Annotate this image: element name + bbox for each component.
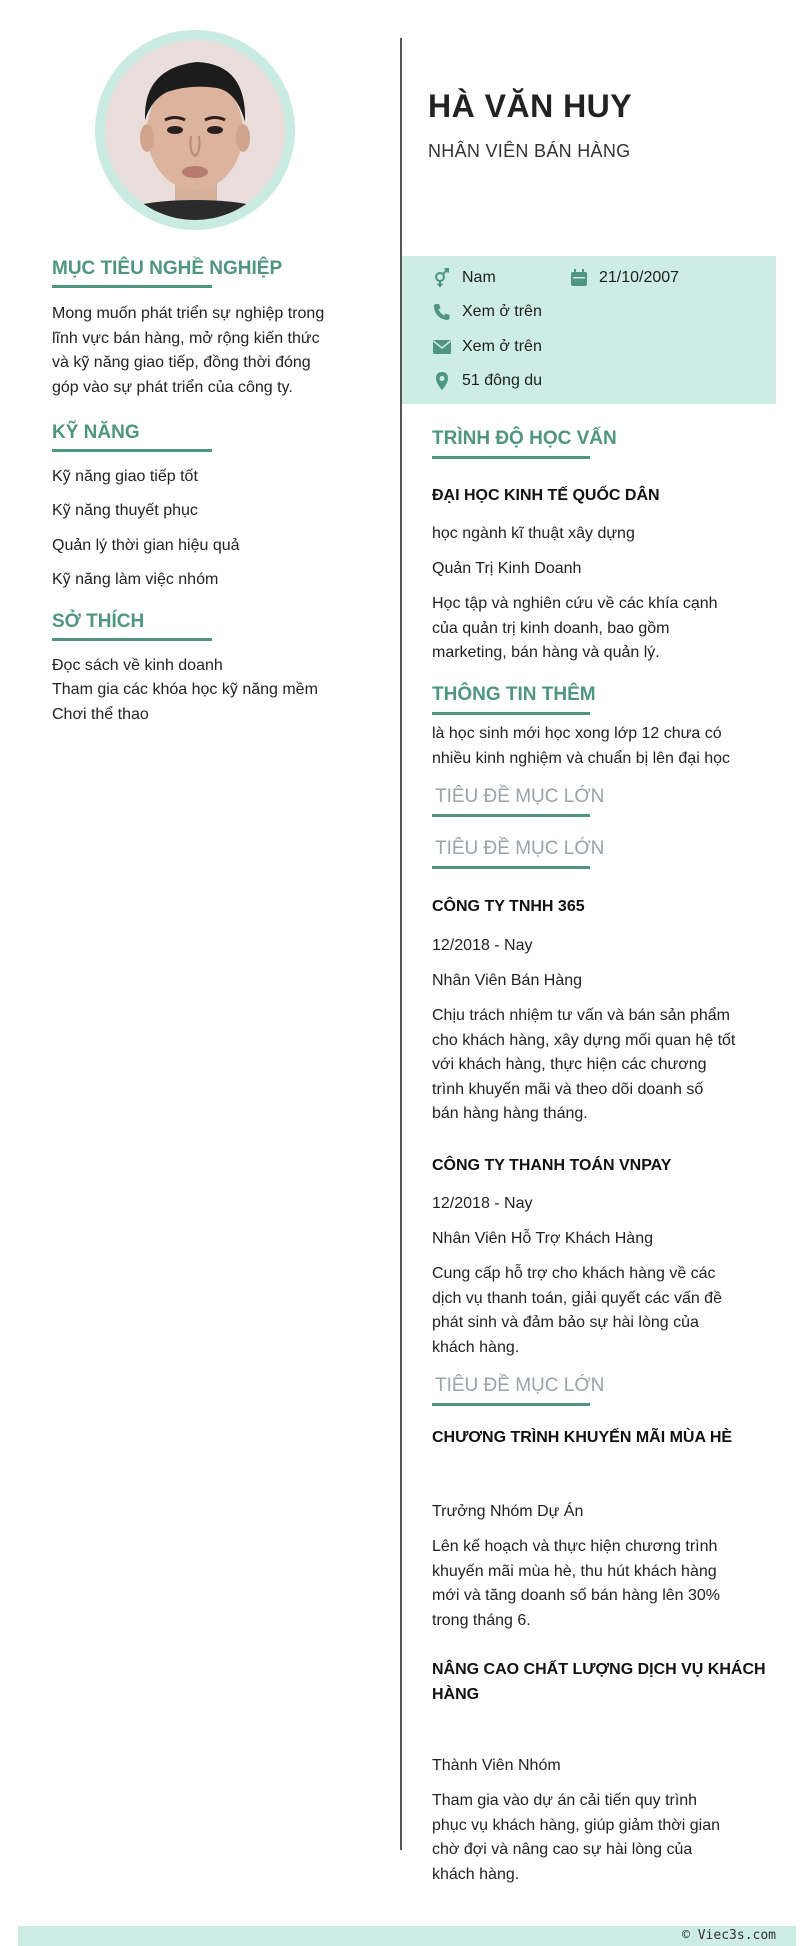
extra-info-text [432,722,772,771]
education-desc-line: của quản trị kinh doanh, bao gồm [432,619,670,637]
experience-desc-line: dịch vụ thanh toán, giải quyết các vấn đề [432,1289,722,1307]
objective-line: lĩnh vực bán hàng, mở rộng kiến thức [52,329,320,347]
email-value: Xem ở trên [462,338,542,355]
experience-desc-line: Chịu trách nhiệm tư vấn và bán sản phẩm [432,1007,730,1024]
extra-info-line: nhiều kinh nghiệm và chuẩn bị lên đại học [432,749,730,767]
project-desc-line: Lên kế hoạch và thực hiện chương trình [432,1538,718,1555]
placeholder-title-rule [432,1403,590,1406]
project-desc-line: khách hàng. [432,1865,520,1883]
skills-title-text: KỸ NĂNG [52,422,140,443]
objective-title-text: MỤC TIÊU NGHỀ NGHIỆP [52,258,283,279]
project-name-line: HÀNG [432,1685,480,1703]
experience-description [432,1262,777,1360]
experience-desc-line: Cung cấp hỗ trợ cho khách hàng về các [432,1265,716,1282]
birthday-value: 21/10/2007 [599,269,680,286]
project-description [432,1789,777,1887]
objective-title [52,258,282,280]
experience-position: Nhân Viên Hỗ Trợ Khách Hàng [432,1230,653,1247]
objective-title-rule [52,285,212,288]
project-desc-line: mới và tăng doanh số bán hàng lên 30% [432,1587,721,1604]
project-name [432,1658,766,1707]
skills-title [52,422,140,444]
phone-value: Xem ở trên [462,303,542,320]
objective-text [52,302,352,400]
address-value: 51 đông du [462,372,543,389]
experience-desc-line: phát sinh và đảm bảo sự hài lòng của [432,1314,699,1331]
project-description [432,1535,777,1633]
skills-title-rule [52,449,212,452]
education-major: học ngành kĩ thuật xây dựng [432,525,635,542]
project-desc-line: trong tháng 6. [432,1611,531,1629]
extra-info-line: là học sinh mới học xong lớp 12 chưa có [432,725,722,742]
gender-value: Nam [462,269,496,286]
placeholder-title-rule [432,814,590,817]
hobby-item: Đọc sách về kinh doanh [52,657,223,674]
experience-desc-line: cho khách hàng, xây dựng mối quan hệ tốt [432,1031,736,1049]
contact-gender [432,268,496,288]
education-school: ĐẠI HỌC KINH TẾ QUỐC DÂN [432,487,660,504]
experience-period: 12/2018 - Nay [432,1195,533,1212]
project-desc-line: chờ đợi và nâng cao sự hài lòng của [432,1841,693,1858]
project-desc-line: Tham gia vào dự án cải tiến quy trình [432,1792,698,1809]
education-description [432,592,772,666]
placeholder-section-title [432,1375,604,1397]
skill-item: Quản lý thời gian hiệu quả [52,537,240,554]
envelope-icon [432,337,452,357]
contact-address [432,371,542,391]
education-title-rule [432,456,590,459]
skill-item: Kỹ năng giao tiếp tốt [52,468,198,485]
placeholder-section-title [432,786,604,808]
extra-info-title-rule [432,712,590,715]
project-role: Thành Viên Nhóm [432,1757,561,1774]
avatar [105,40,285,220]
objective-line: góp vào sự phát triển của công ty. [52,378,293,396]
experience-desc-line: bán hàng hàng tháng. [432,1105,588,1122]
placeholder-title-text: TIÊU ĐỀ MỤC LỚN [435,838,605,859]
hobbies-title-text: SỞ THÍCH [52,611,145,632]
experience-desc-line: với khách hàng, thực hiện các chương [432,1056,707,1073]
education-title [432,428,617,450]
placeholder-title-text: TIÊU ĐỀ MỤC LỚN [435,1375,605,1396]
gender-icon [432,268,452,288]
project-desc-line: khuyến mãi mùa hè, thu hút khách hàng [432,1562,717,1580]
hobby-item: Chơi thể thao [52,706,149,723]
hobby-item: Tham gia các khóa học kỹ năng mềm [52,681,318,698]
education-title-text: TRÌNH ĐỘ HỌC VẤN [432,428,617,449]
job-title: NHÂN VIÊN BÁN HÀNG [428,141,631,161]
contact-birthday [569,268,679,288]
experience-desc-line: khách hàng. [432,1338,520,1356]
contact-email [432,337,542,357]
experience-company: CÔNG TY TNHH 365 [432,898,585,915]
placeholder-title-rule [432,866,590,869]
project-name-line: CHƯƠNG TRÌNH KHUYẾN MÃI MÙA HÈ [432,1429,733,1446]
footer-bar [18,1926,796,1946]
watermark: © Viec3s.com [682,1928,776,1943]
experience-description [432,1004,777,1127]
extra-info-title [432,684,596,706]
project-name-line: NÂNG CAO CHẤT LƯỢNG DỊCH VỤ KHÁCH [432,1661,766,1678]
placeholder-section-title [432,838,604,860]
education-desc-line: Học tập và nghiên cứu về các khía cạnh [432,595,718,612]
experience-period: 12/2018 - Nay [432,937,533,954]
placeholder-title-text: TIÊU ĐỀ MỤC LỚN [435,786,605,807]
phone-icon [432,302,452,322]
objective-line: Mong muốn phát triển sự nghiệp trong [52,305,325,322]
experience-position: Nhân Viên Bán Hàng [432,972,583,989]
project-role: Trưởng Nhóm Dự Án [432,1503,584,1520]
contact-phone [432,302,542,322]
experience-desc-line: trình khuyến mãi và theo dõi doanh số [432,1080,704,1098]
calendar-icon [569,268,589,288]
project-name [432,1429,732,1447]
skill-item: Kỹ năng làm việc nhóm [52,571,219,588]
objective-line: và kỹ năng giao tiếp, đồng thời đóng [52,354,311,371]
education-degree: Quản Trị Kinh Doanh [432,560,582,577]
candidate-name: HÀ VĂN HUY [428,88,633,124]
experience-company: CÔNG TY THANH TOÁN VNPAY [432,1157,672,1174]
education-desc-line: marketing, bán hàng và quản lý. [432,644,660,661]
project-desc-line: phục vụ khách hàng, giúp giảm thời gian [432,1816,721,1834]
location-pin-icon [432,371,452,391]
extra-info-title-text: THÔNG TIN THÊM [432,684,596,705]
skill-item: Kỹ năng thuyết phục [52,502,198,519]
hobbies-title-rule [52,638,212,641]
hobbies-title [52,611,144,633]
